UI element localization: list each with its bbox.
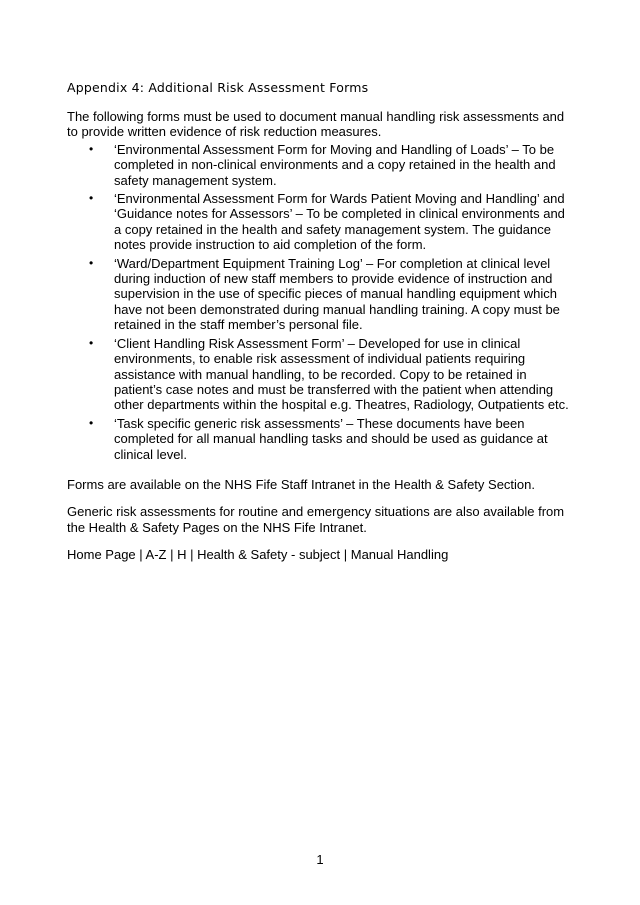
list-item-text: ‘Client Handling Risk Assessment Form’ – Developed for use in clinical environments, to enable risk assessment of individual patients requiring assistance with manual handling, to be recorded. Copy to be retained in patient’s case notes and must be transferred with the patient when attending other departments within the hospital e.g. Theatres, Radiology, Outpatients etc. bbox=[114, 335, 569, 413]
list-item-text: ‘Environmental Assessment Form for Moving and Handling of Loads’ – To be completed in non-clinical environments and a copy retained in the health and safety management system. bbox=[114, 141, 556, 188]
forms-list bbox=[67, 142, 572, 462]
bullet-icon: • bbox=[89, 141, 94, 156]
list-item-text: ‘Task specific generic risk assessments’ – These documents have been completed for all manual handling tasks and should be used as guidance at clinical level. bbox=[114, 415, 548, 462]
intranet-navigation-path: Home Page | A-Z | H | Health & Safety - subject | Manual Handling bbox=[67, 547, 449, 563]
appendix-heading: Appendix 4: Additional Risk Assessment Forms bbox=[67, 80, 369, 95]
bullet-icon: • bbox=[89, 255, 94, 270]
list-item-text: ‘Ward/Department Equipment Training Log’ – For completion at clinical level during induction of new staff members to provide evidence of instruction and supervision in the use of specific pieces of manual handling equipment which have not been demonstrated during manual handling training. A copy must be retained in the staff member’s personal file. bbox=[114, 255, 560, 333]
list-item bbox=[89, 415, 572, 462]
bullet-icon: • bbox=[89, 191, 94, 206]
page-content bbox=[67, 79, 572, 563]
intro-paragraph: The following forms must be used to document manual handling risk assessments and to provide written evidence of risk reduction measures. bbox=[67, 109, 565, 140]
list-item bbox=[89, 141, 572, 188]
list-item bbox=[89, 255, 572, 333]
generic-assessments-paragraph: Generic risk assessments for routine and emergency situations are also available from the Health & Safety Pages on the NHS Fife Intranet. bbox=[67, 504, 565, 535]
forms-availability-paragraph: Forms are available on the NHS Fife Staff Intranet in the Health & Safety Section. bbox=[67, 476, 535, 492]
list-item-text: ‘Environmental Assessment Form for Wards Patient Moving and Handling’ and ‘Guidance notes for Assessors’ – To be completed in clinical environments and a copy retained in the health and safety management system. The guidance notes provide instruction to aid completion of the form. bbox=[114, 191, 565, 253]
list-item bbox=[89, 191, 572, 253]
list-item bbox=[89, 335, 572, 413]
bullet-icon: • bbox=[89, 335, 94, 350]
bullet-icon: • bbox=[89, 415, 94, 430]
page-number: 1 bbox=[316, 852, 324, 867]
